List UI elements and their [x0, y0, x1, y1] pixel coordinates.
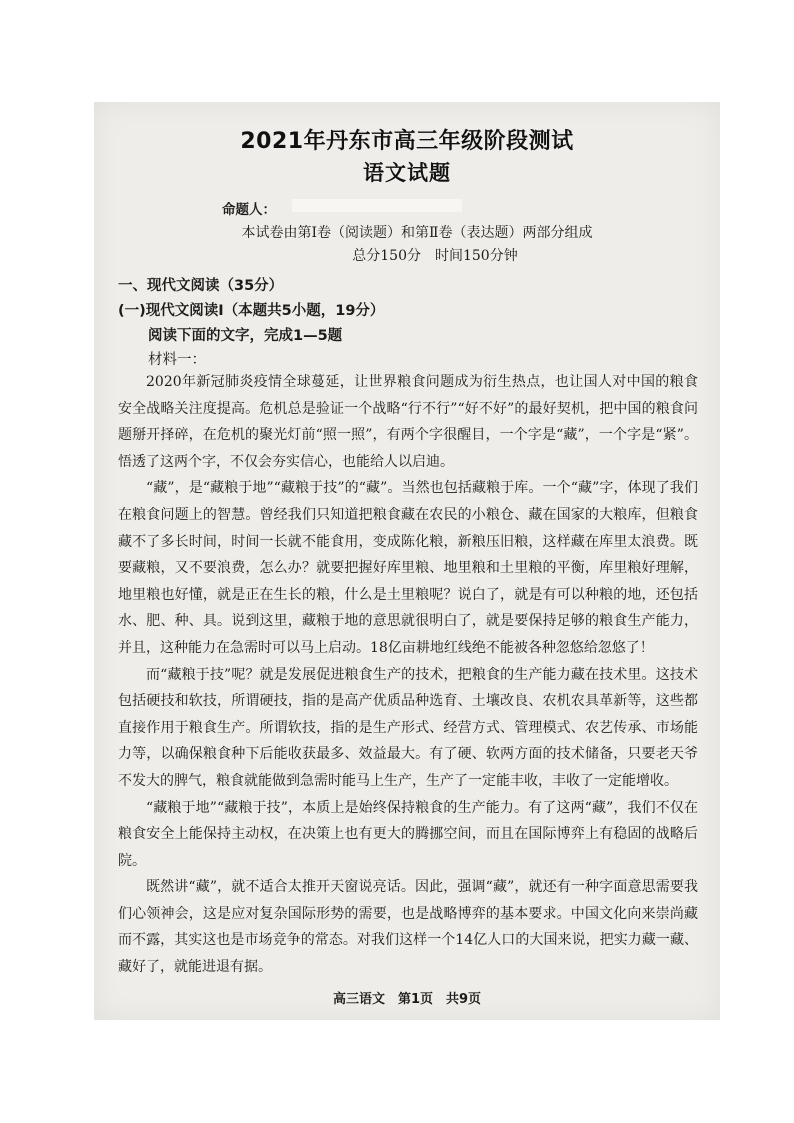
passage-paragraph: 既然讲“藏”，就不适合太推开天窗说亮话。因此，强调“藏”，就还有一种字面意思需要我们心领神会，这是应对复杂国际形势的需要，也是战略博弈的基本要求。中国文化向来崇尚藏而不露，其实这也是市场竞争的常态。对我们这样一个14亿人口的大国来说，把实力藏一藏、藏好了，就能进退有据。	[118, 879, 698, 976]
reading-instruction: 阅读下面的文字，完成1—5题	[148, 328, 343, 344]
passage-paragraph: “藏粮于地”“藏粮于技”，本质上是始终保持粮食的生产能力。有了这两“藏”，我们不仅在粮食安全上能保持主动权，在决策上也有更大的腾挪空间，而且在国际博弈上有稳固的战略后院。	[118, 799, 698, 869]
page-footer: 高三语文 第1页 共9页	[332, 992, 482, 1007]
material-label: 材料一：	[148, 352, 206, 368]
passage-paragraph: 2020年新冠肺炎疫情全球蔓延，让世界粮食问题成为衍生热点，也让国人对中国的粮食安全战略关注度提高。危机总是验证一个战略“行不行”“好不好”的最好契机，把中国的粮食问题掰开择碎，在危机的聚光灯前“照一照”，有两个字很醒目，一个字是“藏”，一个字是“紧”。悟透了这两个字，不仅会夯实信心，也能给人以启迪。	[118, 374, 698, 470]
score-time-note: 总分150分 时间150分钟	[352, 248, 518, 264]
exam-subtitle: 语文试题	[363, 161, 451, 185]
passage-paragraph: “藏”，是“藏粮于地”“藏粮于技”的“藏”。当然也包括藏粮于库。一个“藏”字，体现了我们在粮食问题上的智慧。曾经我们只知道把粮食藏在农民的小粮仓、藏在国家的大粮库，但粮食藏不了多长时间，时间一长就不能食用，变成陈化粮，新粮压旧粮，这样藏在库里太浪费。既要藏粮，又不要浪费，怎么办？就要把握好库里粮、地里粮和土里粮的平衡，库里粮好理解，地里粮也好懂，就是正在生长的粮，什么是土里粮呢？说白了，就是有可以种粮的地，还包括水、肥、种、具。说到这里，藏粮于地的意思就很明白了，就是要保持足够的粮食生产能力，并且，这种能力在急需时可以马上启动。18亿亩耕地红线绝不能被各种忽悠给忽悠了！	[118, 480, 698, 656]
composition-note: 本试卷由第Ⅰ卷（阅读题）和第Ⅱ卷（表达题）两部分组成	[241, 225, 593, 241]
passage-body	[118, 369, 698, 981]
exam-title: 2021年丹东市高三年级阶段测试	[240, 129, 574, 154]
part-title: 一、现代文阅读（35分）	[118, 278, 284, 294]
author-label: 命题人：	[222, 202, 276, 218]
redacted-author-name	[292, 199, 462, 212]
passage-paragraph: 而“藏粮于技”呢？就是发展促进粮食生产的技术，把粮食的生产能力藏在技术里。这技术包括硬技和软技，所谓硬技，指的是高产优质品种选育、土壤改良、农机农具革新等，这些都直接作用于粮食生产。所谓软技，指的是生产形式、经营方式、管理模式、农艺传承、市场能力等，以确保粮食种下后能收获最多、效益最大。有了硬、软两方面的技术储备，只要老天爷不发大的脾气，粮食就能做到急需时能马上生产，生产了一定能丰收，丰收了一定能增收。	[118, 666, 698, 789]
exam-page	[94, 102, 720, 1020]
sub-section-title: (一)现代文阅读Ⅰ（本题共5小题，19分）	[118, 303, 385, 319]
